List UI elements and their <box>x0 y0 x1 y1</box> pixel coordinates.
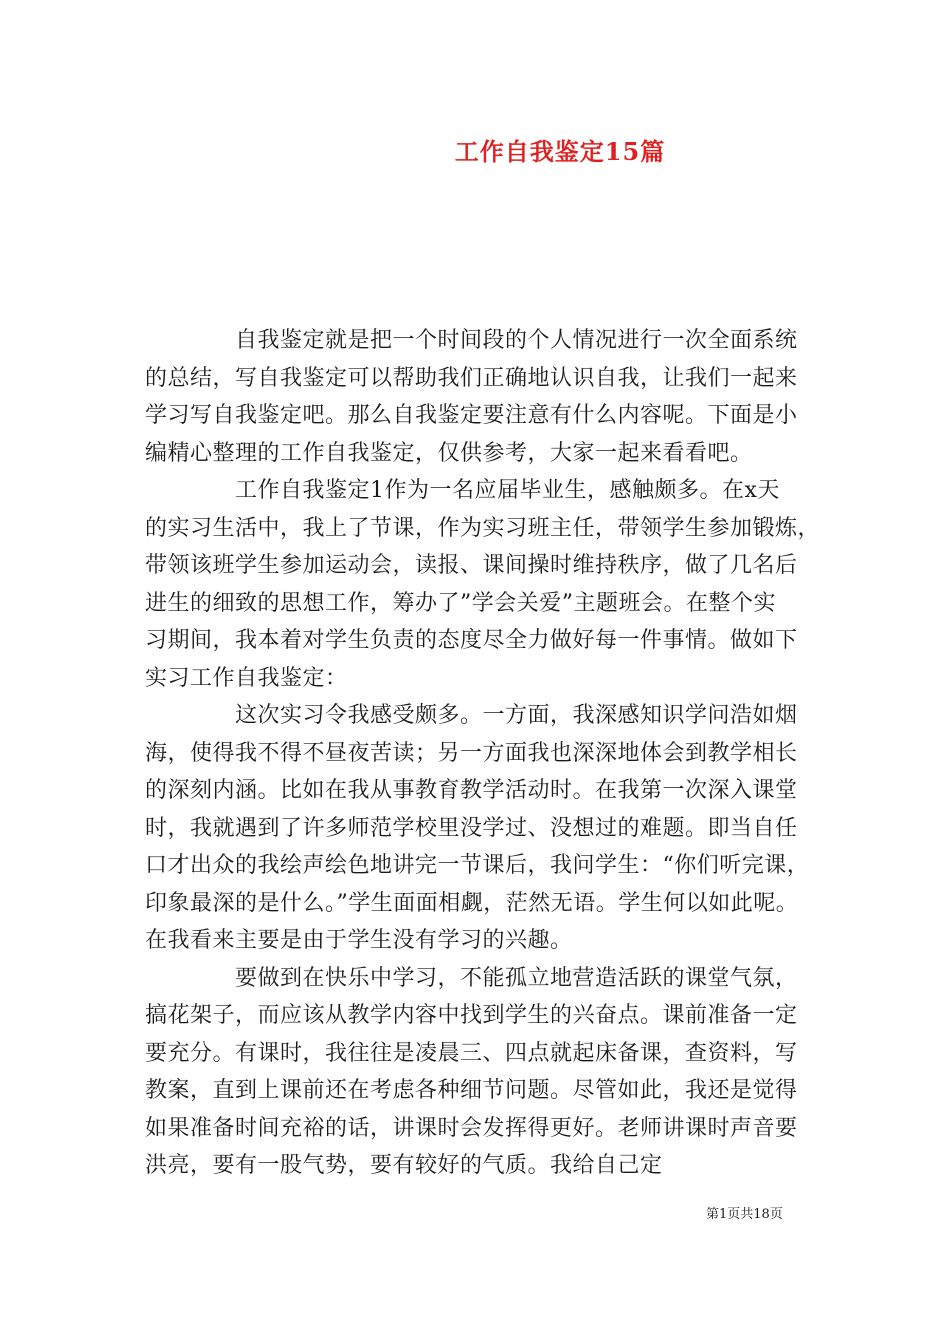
paragraph-line: 搞花架子，而应该从教学内容中找到学生的兴奋点。课前准备一定 <box>145 1003 798 1028</box>
page-number: 第1页共18页 <box>706 1207 783 1222</box>
document-body <box>145 322 821 1185</box>
paragraph-line: 印象最深的是什么。”学生面面相觑，茫然无语。学生何以如此呢。 <box>145 890 799 916</box>
paragraph-line: 教案，直到上课前还在考虑各种细节问题。尽管如此，我还是觉得 <box>145 1078 798 1103</box>
paragraph-line: 实习工作自我鉴定： <box>145 665 348 691</box>
paragraph-line: 进生的细致的思想工作，筹办了”学会关爱”主题班会。在整个实 <box>145 590 776 616</box>
paragraph-line: 洪亮，要有一股气势，要有较好的气质。我给自己定 <box>145 1153 663 1178</box>
paragraph-line: 这次实习令我感受颇多。一方面，我深感知识学问浩如烟 <box>235 703 798 728</box>
paragraph <box>145 472 821 697</box>
paragraph-line: 学习写自我鉴定吧。那么自我鉴定要注意有什么内容呢。下面是小 <box>145 403 798 428</box>
paragraph-line: 的实习生活中，我上了节课，作为实习班主任，带领学生参加锻炼， <box>145 515 821 541</box>
paragraph-line: 带领该班学生参加运动会，读报、课间操时维持秩序，做了几名后 <box>145 553 798 578</box>
paragraph-line: 自我鉴定就是把一个时间段的个人情况进行一次全面系统 <box>235 328 798 353</box>
paragraph-line: 要做到在快乐中学习，不能孤立地营造活跃的课堂气氛， <box>235 965 798 991</box>
paragraph <box>145 960 817 1185</box>
paragraph-line: 如果准备时间充裕的话，讲课时会发挥得更好。老师讲课时声音要 <box>145 1115 798 1141</box>
document-title: 工作自我鉴定15篇 <box>454 137 666 166</box>
paragraph-line: 口才出众的我绘声绘色地讲完一节课后，我问学生：“你们听完课， <box>145 853 810 878</box>
paragraph <box>145 322 817 472</box>
paragraph-line: 要充分。有课时，我往往是凌晨三、四点就起床备课，查资料，写 <box>145 1040 798 1066</box>
paragraph <box>145 697 817 960</box>
paragraph-line: 编精心整理的工作自我鉴定，仅供参考，大家一起来看看吧。 <box>145 440 753 466</box>
paragraph-line: 的总结，写自我鉴定可以帮助我们正确地认识自我，让我们一起来 <box>145 365 798 391</box>
paragraph-line: 习期间，我本着对学生负责的态度尽全力做好每一件事情。做如下 <box>145 628 798 653</box>
paragraph-line: 工作自我鉴定1作为一名应届毕业生，感触颇多。在x天 <box>235 478 780 503</box>
paragraph-line: 在我看来主要是由于学生没有学习的兴趣。 <box>145 928 573 953</box>
paragraph-line: 时，我就遇到了许多师范学校里没学过、没想过的难题。即当自任 <box>145 815 798 841</box>
paragraph-line: 的深刻内涵。比如在我从事教育教学活动时。在我第一次深入课堂 <box>145 778 798 803</box>
paragraph-line: 海，使得我不得不昼夜苦读；另一方面我也深深地体会到教学相长 <box>145 740 798 766</box>
